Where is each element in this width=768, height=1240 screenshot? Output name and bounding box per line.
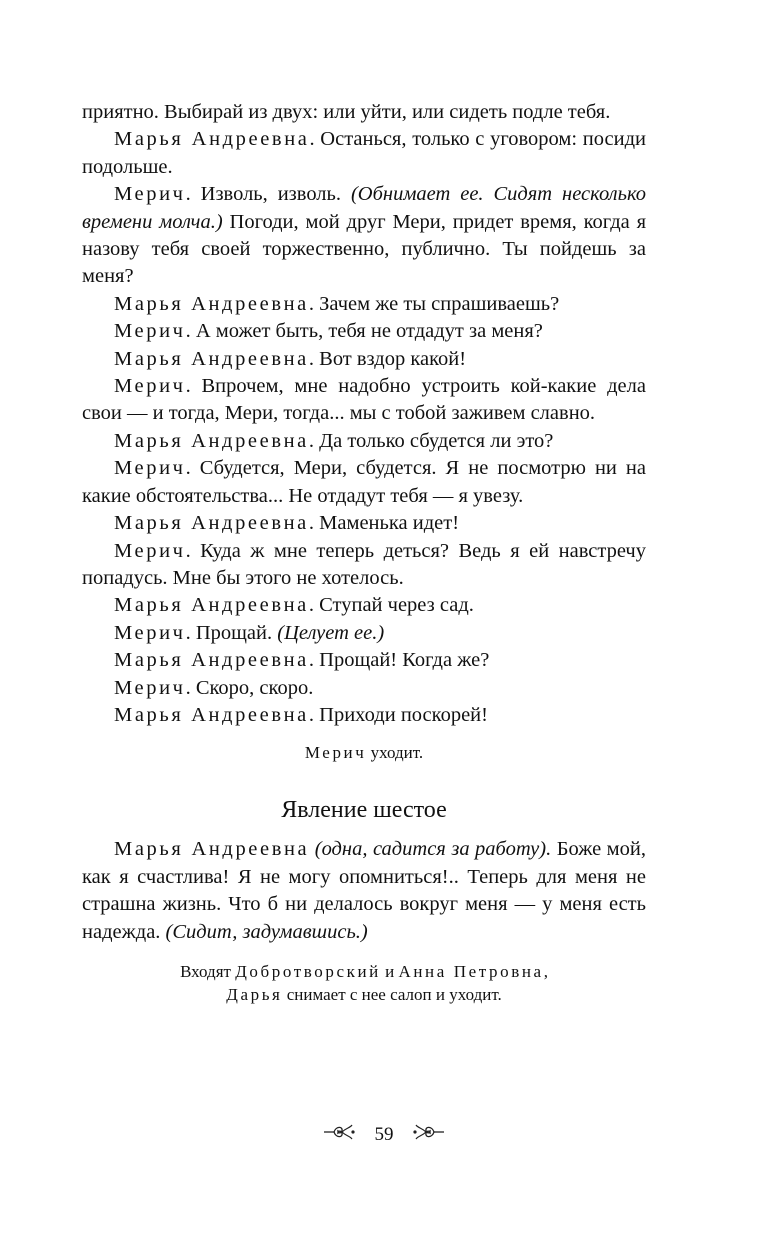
- dialogue-paragraph: [82, 620, 646, 647]
- stage-remark: (Обнимает ее. Сидят несколько времени молча.): [82, 183, 647, 233]
- dialogue-paragraph: [82, 346, 646, 373]
- dialogue-paragraph: [82, 99, 646, 126]
- ornament-left-icon: [322, 1122, 356, 1148]
- speech-text: Погоди, мой друг Мери, придет время, когда я назову тебя своей торжественно, публично. Ты пойдешь за меня?: [82, 210, 646, 288]
- character-name: Мерич: [114, 375, 186, 398]
- speech-text: . Сбудется, Мери, сбудется. Я не посмотрю ни на какие обстоятельства... Не отдадут тебя — я увезу.: [82, 457, 646, 507]
- dialogue-paragraph: [82, 592, 646, 619]
- page-number: 59: [374, 1124, 394, 1145]
- character-name: Мерич: [114, 320, 186, 343]
- character-name: Мерич: [114, 183, 186, 206]
- stage-direction-text: Входят: [180, 961, 236, 981]
- dialogue-paragraph: [82, 318, 646, 345]
- character-name: Марья Андреевна: [114, 703, 309, 726]
- speech-text: . Прощай! Когда же?: [308, 649, 490, 672]
- character-name: Мерич: [114, 539, 186, 562]
- character-name: Мерич: [114, 676, 186, 699]
- speech-text: . Вот вздор какой!: [308, 347, 467, 370]
- dialogue-paragraph: [82, 126, 646, 181]
- stage-direction-text: снимает с нее салоп и уходит.: [282, 984, 502, 1004]
- stage-direction-text: и: [380, 961, 399, 981]
- speech-text: Боже мой, как я счастлива! Я не могу опомниться!.. Теперь для меня не страшна жизнь. Что б ни делалось вокруг меня — у меня есть надежда.: [82, 838, 647, 943]
- speech-text: . А может быть, тебя не отдадут за меня?: [185, 320, 543, 343]
- ornament-right-icon: [412, 1122, 446, 1148]
- dialogue-paragraph: [82, 702, 646, 729]
- stage-remark: (одна, садится за работу).: [314, 838, 552, 861]
- stage-direction-character: Анна Петровна: [398, 961, 544, 981]
- dialogue-paragraph: [82, 647, 646, 674]
- speech-text: . Да только сбудется ли это?: [308, 429, 554, 452]
- character-name: Марья Андреевна: [114, 512, 309, 535]
- stage-remark: (Сидит, задумавшись.): [165, 920, 368, 943]
- character-name: Мерич: [114, 621, 186, 644]
- dialogue-paragraph: [82, 836, 646, 946]
- dialogue-section-2: [82, 836, 646, 946]
- page-footer: [0, 1122, 768, 1148]
- stage-direction-text: уходит.: [366, 743, 424, 763]
- character-name: Марья Андреевна: [114, 292, 309, 315]
- speech-text: . Приходи поскорей!: [308, 703, 488, 726]
- speech-text: . Прощай.: [185, 621, 278, 644]
- character-name: Марья Андреевна: [114, 594, 309, 617]
- character-name: Марья Андреевна: [114, 838, 310, 861]
- dialogue-paragraph: [82, 675, 646, 702]
- stage-direction-enter: [82, 960, 646, 983]
- stage-direction-character: Мерич: [304, 743, 367, 763]
- dialogue-paragraph: [82, 455, 646, 510]
- character-name: Марья Андреевна: [114, 429, 309, 452]
- speech-text: . Скоро, скоро.: [185, 676, 314, 699]
- speech-text: приятно. Выбирай из двух: или уйти, или сидеть подле тебя.: [82, 101, 611, 123]
- dialogue-paragraph: [82, 538, 646, 593]
- character-name: Мерич: [114, 457, 186, 480]
- speech-text: . Изволь, изволь.: [185, 183, 351, 206]
- speech-text: . Куда ж мне теперь деться? Ведь я ей навстречу попадусь. Мне бы этого не хотелось.: [82, 539, 646, 589]
- character-name: Марья Андреевна: [114, 649, 309, 672]
- speech-text: . Маменька идет!: [308, 512, 460, 535]
- dialogue-paragraph: [82, 510, 646, 537]
- dialogue-paragraph: [82, 428, 646, 455]
- speech-text: . Впрочем, мне надобно устроить кой-какие дела свои — и тогда, Мери, тогда... мы с тобой заживем славно.: [82, 375, 646, 425]
- character-name: Марья Андреевна: [114, 347, 309, 370]
- character-name: Марья Андреевна: [114, 128, 310, 151]
- stage-direction-character: Дарья: [226, 984, 283, 1004]
- dialogue-section: [82, 99, 646, 729]
- stage-direction-character: Добротворский: [235, 961, 381, 981]
- stage-direction-exit: [82, 741, 646, 764]
- stage-direction-text: ,: [543, 961, 548, 981]
- stage-direction-enter-2: [82, 983, 646, 1006]
- speech-text: . Останься, только с уговором: посиди подольше.: [82, 128, 646, 178]
- page-body: [82, 99, 646, 1006]
- stage-remark: (Целует ее.): [277, 621, 385, 644]
- dialogue-paragraph: [82, 291, 646, 318]
- scene-heading: Явление шестое: [281, 797, 447, 824]
- speech-text: . Ступай через сад.: [308, 594, 474, 617]
- speech-text: . Зачем же ты спрашиваешь?: [308, 292, 560, 315]
- dialogue-paragraph: [82, 181, 646, 291]
- dialogue-paragraph: [82, 373, 646, 428]
